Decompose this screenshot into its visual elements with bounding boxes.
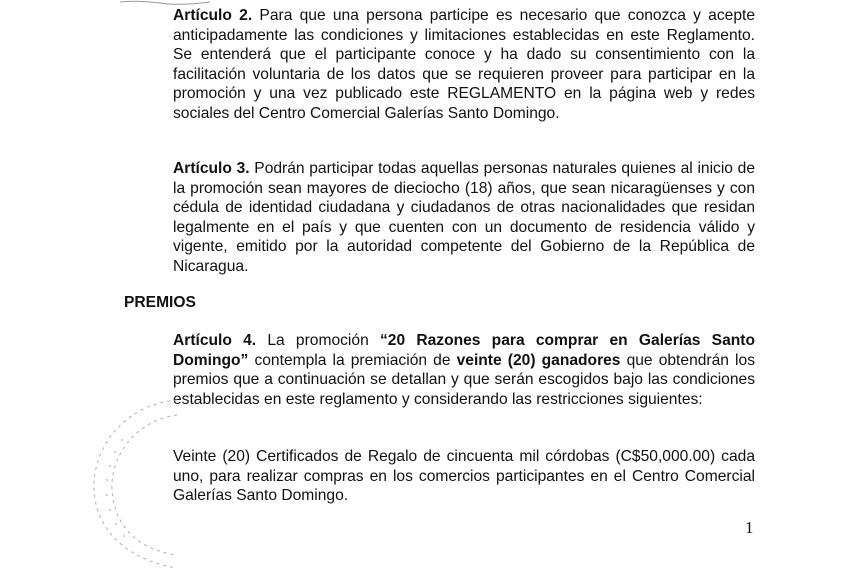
article-4-text-1: La promoción: [256, 332, 380, 349]
section-title-premios: PREMIOS: [124, 294, 196, 311]
article-2: [173, 6, 755, 124]
article-2-heading: Artículo 2.: [173, 7, 253, 24]
article-3-heading: Artículo 3.: [173, 160, 250, 177]
prize-description: Veinte (20) Certificados de Regalo de cincuenta mil córdobas (C$50,000.00) cada uno, para realizar compras en los comercios participantes en el Centro Comercial Galerías Santo Domingo.: [173, 448, 755, 505]
article-3: [173, 159, 755, 277]
article-2-text: Para que una persona participe es necesario que conozca y acepte anticipadamente las condiciones y limitaciones establecidas en este Reglamento. Se entenderá que el participante conoce y ha dado su consentimiento con la facilitación voluntaria de los datos que se requieren proveer para participar en la promoción y una vez publicado este REGLAMENTO en la página web y redes sociales del Centro Comercial Galerías Santo Domingo.: [173, 7, 755, 122]
winners-count: veinte (20) ganadores: [456, 351, 621, 369]
article-3-text: Podrán participar todas aquellas personas naturales quienes al inicio de la promoción sean mayores de dieciocho (18) años, que sean nicaragüenses y con cédula de identidad ciudadana y ciudadanos de otras nacionalidades que residan legalmente en el país y que cuenten con un documento de residencia válido y vigente, emitido por la autoridad competente del Gobierno de la República de Nicaragua.: [173, 160, 756, 275]
article-4: [173, 331, 755, 409]
article-4-heading: Artículo 4.: [173, 332, 257, 349]
page-number: 1: [745, 518, 754, 537]
article-4-text-2: contempla la premiación de: [248, 351, 457, 369]
article-4-text-3: que obtendrán los premios que a continuación se detallan y que serán escogidos bajo las condiciones establecidas en este reglamento y considerando las restricciones siguientes:: [173, 351, 755, 408]
promo-name: “20 Razones para comprar en Galerías Santo Domingo”: [173, 332, 755, 369]
